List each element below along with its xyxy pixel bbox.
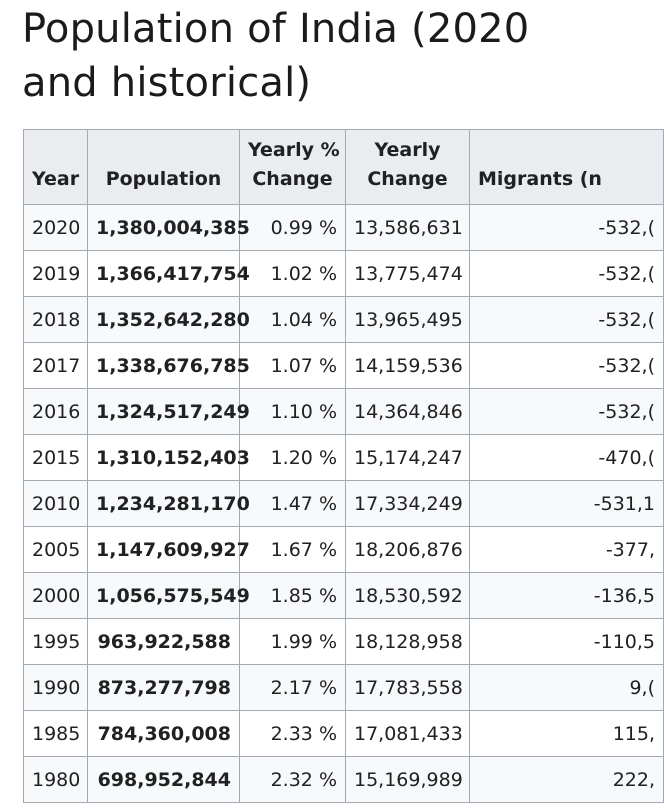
cell-year: 2000 (24, 573, 88, 619)
table-scroll-container[interactable] (23, 129, 655, 809)
cell-year: 1985 (24, 711, 88, 757)
cell-yearly-pct-change: 1.47 % (240, 481, 346, 527)
cell-population: 1,310,152,403 (88, 435, 240, 481)
cell-year: 1980 (24, 757, 88, 803)
cell-year: 1990 (24, 665, 88, 711)
cell-migrants: -377, (470, 527, 664, 573)
cell-yearly-pct-change: 2.32 % (240, 757, 346, 803)
cell-yearly-pct-change: 1.07 % (240, 343, 346, 389)
cell-yearly-pct-change: 0.99 % (240, 205, 346, 251)
cell-migrants: -532,( (470, 343, 664, 389)
cell-year: 2005 (24, 527, 88, 573)
column-header-label: Yearly % (248, 139, 340, 161)
table-row (24, 481, 664, 527)
cell-year: 2016 (24, 389, 88, 435)
cell-population: 1,234,281,170 (88, 481, 240, 527)
cell-yearly-change: 13,586,631 (346, 205, 470, 251)
table-header-row (24, 130, 664, 205)
cell-migrants: -532,( (470, 205, 664, 251)
cell-yearly-pct-change: 1.20 % (240, 435, 346, 481)
cell-year: 2018 (24, 297, 88, 343)
cell-migrants: -470,( (470, 435, 664, 481)
cell-population: 1,338,676,785 (88, 343, 240, 389)
column-header-migrants[interactable] (470, 130, 664, 205)
column-header-yearly-pct-change[interactable] (240, 130, 346, 205)
cell-population: 963,922,588 (88, 619, 240, 665)
cell-yearly-pct-change: 2.33 % (240, 711, 346, 757)
cell-yearly-change: 17,081,433 (346, 711, 470, 757)
table-row (24, 665, 664, 711)
cell-population: 1,147,609,927 (88, 527, 240, 573)
cell-population: 1,366,417,754 (88, 251, 240, 297)
cell-yearly-change: 14,364,846 (346, 389, 470, 435)
table-row (24, 619, 664, 665)
table-row (24, 343, 664, 389)
cell-yearly-change: 18,128,958 (346, 619, 470, 665)
cell-population: 1,056,575,549 (88, 573, 240, 619)
table-row (24, 251, 664, 297)
cell-population: 784,360,008 (88, 711, 240, 757)
column-header-yearly-change[interactable] (346, 130, 470, 205)
cell-population: 1,380,004,385 (88, 205, 240, 251)
column-header-label: Migrants (n (478, 168, 602, 190)
table-row (24, 573, 664, 619)
cell-migrants: -136,5 (470, 573, 664, 619)
cell-yearly-pct-change: 1.67 % (240, 527, 346, 573)
cell-migrants: 9,( (470, 665, 664, 711)
cell-yearly-pct-change: 2.17 % (240, 665, 346, 711)
cell-yearly-pct-change: 1.10 % (240, 389, 346, 435)
column-header-population[interactable] (88, 130, 240, 205)
table-row (24, 389, 664, 435)
cell-migrants: 222, (470, 757, 664, 803)
table-row (24, 711, 664, 757)
column-header-label: Change (252, 168, 333, 190)
cell-population: 873,277,798 (88, 665, 240, 711)
page-title: Population of India (2020 and historical) (22, 6, 530, 106)
table-row (24, 205, 664, 251)
table-body (24, 205, 664, 803)
table-row (24, 757, 664, 803)
column-header-label: Yearly (374, 139, 441, 161)
cell-population: 698,952,844 (88, 757, 240, 803)
cell-yearly-pct-change: 1.02 % (240, 251, 346, 297)
cell-migrants: -532,( (470, 389, 664, 435)
cell-year: 2019 (24, 251, 88, 297)
cell-year: 2015 (24, 435, 88, 481)
column-header-label: Year (32, 168, 80, 190)
cell-yearly-pct-change: 1.99 % (240, 619, 346, 665)
cell-year: 2010 (24, 481, 88, 527)
cell-yearly-change: 15,169,989 (346, 757, 470, 803)
cell-yearly-change: 17,334,249 (346, 481, 470, 527)
cell-population: 1,352,642,280 (88, 297, 240, 343)
column-header-label: Change (367, 168, 448, 190)
table-row (24, 527, 664, 573)
column-header-label: Population (105, 168, 222, 190)
cell-migrants: -531,1 (470, 481, 664, 527)
cell-yearly-change: 17,783,558 (346, 665, 470, 711)
cell-yearly-change: 14,159,536 (346, 343, 470, 389)
cell-year: 2017 (24, 343, 88, 389)
cell-migrants: -110,5 (470, 619, 664, 665)
table-row (24, 435, 664, 481)
cell-year: 2020 (24, 205, 88, 251)
cell-migrants: -532,( (470, 251, 664, 297)
cell-yearly-pct-change: 1.85 % (240, 573, 346, 619)
cell-yearly-change: 18,530,592 (346, 573, 470, 619)
population-table (23, 129, 664, 803)
column-header-year[interactable] (24, 130, 88, 205)
table-row (24, 297, 664, 343)
cell-population: 1,324,517,249 (88, 389, 240, 435)
cell-migrants: -532,( (470, 297, 664, 343)
cell-yearly-change: 13,775,474 (346, 251, 470, 297)
cell-yearly-pct-change: 1.04 % (240, 297, 346, 343)
cell-yearly-change: 18,206,876 (346, 527, 470, 573)
cell-yearly-change: 15,174,247 (346, 435, 470, 481)
cell-migrants: 115, (470, 711, 664, 757)
cell-year: 1995 (24, 619, 88, 665)
cell-yearly-change: 13,965,495 (346, 297, 470, 343)
